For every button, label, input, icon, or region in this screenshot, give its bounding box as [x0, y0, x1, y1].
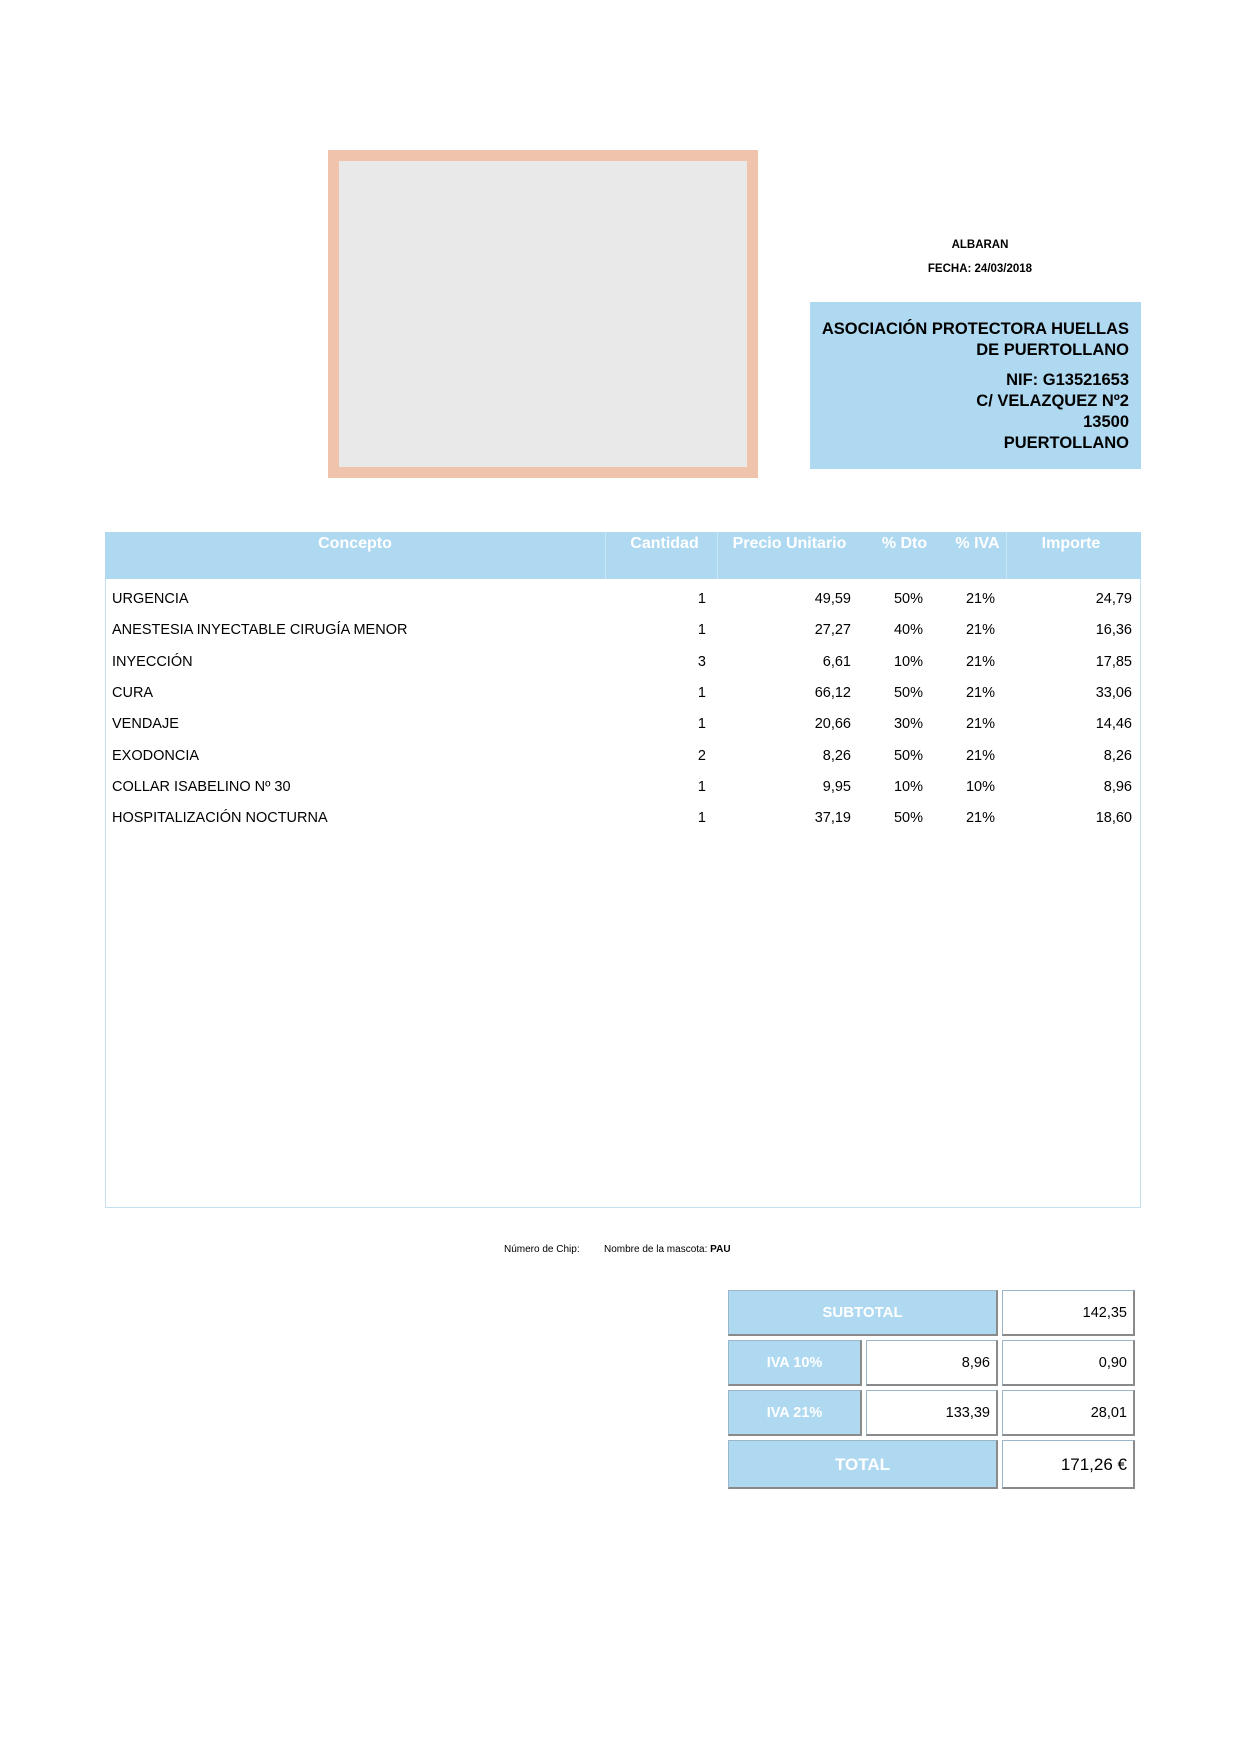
cell-iva: 10% [965, 778, 995, 795]
table-row [106, 777, 1140, 808]
cell-concepto: VENDAJE [112, 716, 179, 733]
table-row [106, 683, 1140, 714]
table-row [106, 652, 1140, 683]
cell-importe: 8,96 [1103, 778, 1132, 795]
document-header [880, 233, 1080, 281]
pet-name-value: PAU [710, 1244, 731, 1255]
cell-concepto: EXODONCIA [112, 747, 200, 764]
cell-iva: 21% [965, 622, 995, 639]
table-header [105, 532, 1141, 579]
cell-dto: 10% [893, 653, 923, 670]
iva21-base: 133,39 [866, 1390, 998, 1436]
cell-cantidad: 1 [697, 810, 706, 827]
cell-concepto: COLLAR ISABELINO Nº 30 [112, 778, 291, 795]
subtotal-label: SUBTOTAL [728, 1290, 998, 1336]
client-city: PUERTOLLANO [1003, 434, 1129, 452]
cell-dto: 10% [893, 778, 923, 795]
cell-importe: 16,36 [1095, 622, 1132, 639]
header-cantidad: Cantidad [630, 535, 699, 552]
pet-name-line [604, 1243, 731, 1257]
cell-cantidad: 1 [697, 591, 706, 607]
total-value: 171,26 € [1002, 1440, 1135, 1489]
cell-importe: 8,26 [1103, 747, 1132, 764]
total-label: TOTAL [728, 1440, 998, 1489]
cell-precio: 8,26 [822, 747, 851, 764]
line-items-table [105, 532, 1141, 1208]
cell-iva: 21% [965, 653, 995, 670]
cell-cantidad: 1 [697, 684, 706, 701]
cell-iva: 21% [965, 716, 995, 733]
iva10-amount: 0,90 [1002, 1340, 1135, 1386]
cell-iva: 21% [965, 747, 995, 764]
iva10-base: 8,96 [866, 1340, 998, 1386]
iva10-label: IVA 10% [728, 1340, 862, 1386]
cell-precio: 20,66 [814, 716, 851, 733]
cell-dto: 50% [893, 810, 923, 827]
cell-precio: 66,12 [814, 684, 851, 701]
cell-precio: 49,59 [814, 591, 851, 607]
cell-dto: 50% [893, 747, 923, 764]
table-row [106, 620, 1140, 651]
cell-iva: 21% [965, 684, 995, 701]
client-postal-code: 13500 [1083, 413, 1129, 431]
cell-importe: 24,79 [1095, 591, 1132, 607]
iva21-label: IVA 21% [728, 1390, 862, 1436]
cell-precio: 6,61 [822, 653, 851, 670]
cell-importe: 33,06 [1095, 684, 1132, 701]
cell-importe: 18,60 [1095, 810, 1132, 827]
cell-dto: 50% [893, 684, 923, 701]
client-nif: NIF: G13521653 [1006, 371, 1129, 389]
chip-number-label: Número de Chip: [504, 1244, 580, 1255]
cell-concepto: URGENCIA [112, 591, 189, 607]
client-name-line2: DE PUERTOLLANO [976, 341, 1129, 359]
cell-cantidad: 1 [697, 716, 706, 733]
header-importe: Importe [1041, 535, 1101, 552]
subtotal-value: 142,35 [1002, 1290, 1135, 1336]
logo-placeholder [328, 150, 758, 478]
cell-iva: 21% [965, 810, 995, 827]
document-type: ALBARAN [951, 239, 1009, 251]
cell-iva: 21% [965, 591, 995, 607]
header-divider [605, 532, 606, 579]
document-date: FECHA: 24/03/2018 [927, 263, 1033, 275]
cell-dto: 30% [893, 716, 923, 733]
cell-cantidad: 1 [697, 622, 706, 639]
cell-dto: 50% [893, 591, 923, 607]
header-concepto: Concepto [318, 535, 392, 552]
cell-precio: 27,27 [814, 622, 851, 639]
pet-name-label: Nombre de la mascota: [604, 1244, 708, 1255]
client-name [820, 319, 1129, 361]
client-info-box [810, 302, 1141, 469]
cell-concepto: INYECCIÓN [112, 653, 193, 670]
cell-dto: 40% [893, 622, 923, 639]
cell-concepto: HOSPITALIZACIÓN NOCTURNA [112, 810, 328, 827]
iva21-amount: 28,01 [1002, 1390, 1135, 1436]
table-row [106, 714, 1140, 745]
cell-precio: 37,19 [814, 810, 851, 827]
header-precio: Precio Unitario [732, 535, 847, 552]
cell-importe: 17,85 [1095, 653, 1132, 670]
client-name-line1: ASOCIACIÓN PROTECTORA HUELLAS [821, 320, 1129, 338]
header-dto: % Dto [881, 535, 928, 552]
cell-precio: 9,95 [822, 778, 851, 795]
cell-concepto: CURA [112, 684, 154, 701]
table-row [106, 746, 1140, 777]
cell-importe: 14,46 [1095, 716, 1132, 733]
table-row [106, 589, 1140, 620]
cell-concepto: ANESTESIA INYECTABLE CIRUGÍA MENOR [112, 622, 408, 639]
header-iva: % IVA [955, 535, 1000, 552]
cell-cantidad: 2 [697, 747, 706, 764]
client-address: C/ VELAZQUEZ Nº2 [976, 392, 1129, 410]
cell-cantidad: 1 [697, 778, 706, 795]
cell-cantidad: 3 [697, 653, 706, 670]
table-row [106, 808, 1140, 839]
